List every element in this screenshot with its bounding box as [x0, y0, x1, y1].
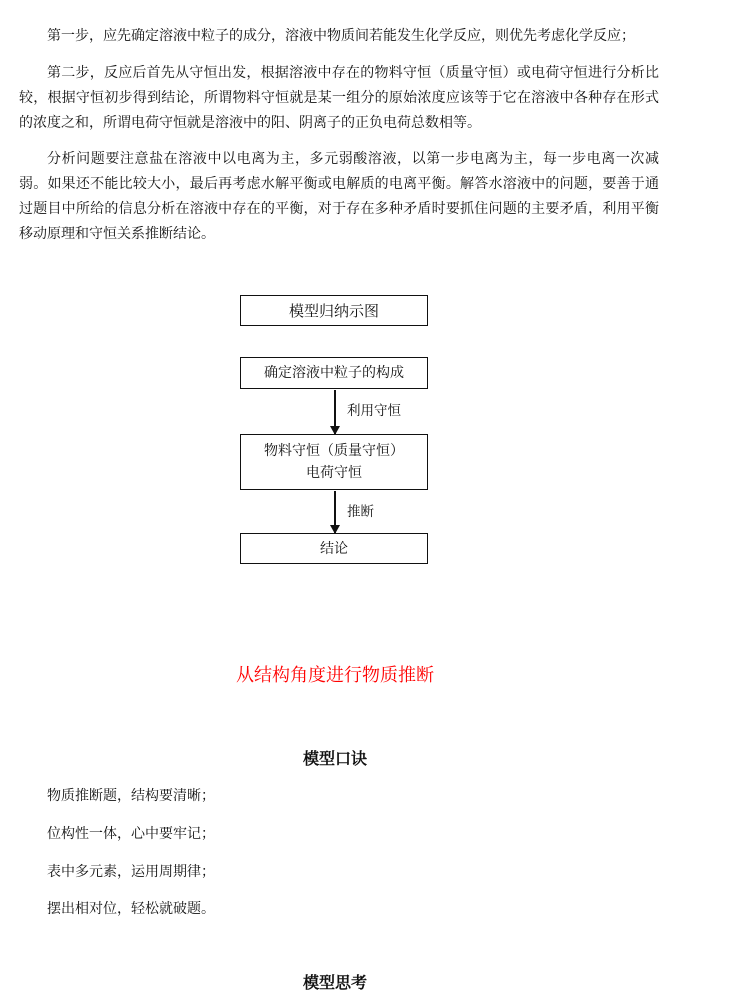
paragraph-analysis: 分析问题要注意盐在溶液中以电离为主，多元弱酸溶液，以第一步电离为主，每一步电离一次减弱。如果还不能比较大小，最后再考虑水解平衡或电解质的电离平衡。解答水溶液中的问题，要善于通过题目中所给的信息分析在溶液中存在的平衡，对于存在多种矛盾时要抓住问题的主要矛盾，利用平衡移动原理和守恒关系推断结论。 — [19, 151, 659, 242]
flowchart-title-box — [240, 295, 428, 326]
flowchart-step-label: 确定溶液中粒子的构成 — [264, 365, 404, 381]
flowchart-step-conservation — [240, 434, 428, 490]
section-heading: 从结构角度进行物质推断 — [236, 665, 434, 686]
flowchart-step-label-line1: 物料守恒（质量守恒） — [264, 443, 404, 459]
subheading-model-mnemonic: 模型口诀 — [302, 749, 367, 768]
flowchart-step-label-line2: 电荷守恒 — [306, 465, 362, 481]
arrow-label-infer: 推断 — [347, 504, 374, 520]
paragraph-step-one: 第一步，应先确定溶液中粒子的成分，溶液中物质间若能发生化学反应，则优先考虑化学反应； — [47, 28, 635, 44]
down-arrow-icon — [334, 491, 336, 533]
flowchart-step-conclusion — [240, 533, 428, 564]
arrow-label-use-conservation: 利用守恒 — [347, 403, 401, 419]
paragraph-step-two: 第二步，反应后首先从守恒出发，根据溶液中存在的物料守恒（质量守恒）或电荷守恒进行分析比较，根据守恒初步得到结论，所谓物料守恒就是某一组分的原始浓度应该等于它在溶液中各种存在形式的浓度之和，所谓电荷守恒就是溶液中的阳、阴离子的正负电荷总数相等。 — [19, 65, 659, 131]
subheading-model-thinking: 模型思考 — [302, 973, 367, 992]
flowchart-step-label: 结论 — [320, 540, 348, 557]
mnemonic-line: 摆出相对位，轻松就破题。 — [47, 901, 215, 917]
mnemonic-line: 物质推断题，结构要清晰； — [47, 788, 215, 804]
flowchart-title: 模型归纳示图 — [288, 301, 379, 320]
flowchart-step-identify-particles — [240, 357, 428, 389]
mnemonic-line: 位构性一体，心中要牢记； — [47, 826, 215, 842]
mnemonic-line: 表中多元素，运用周期律； — [47, 864, 215, 880]
down-arrow-icon — [334, 390, 336, 434]
